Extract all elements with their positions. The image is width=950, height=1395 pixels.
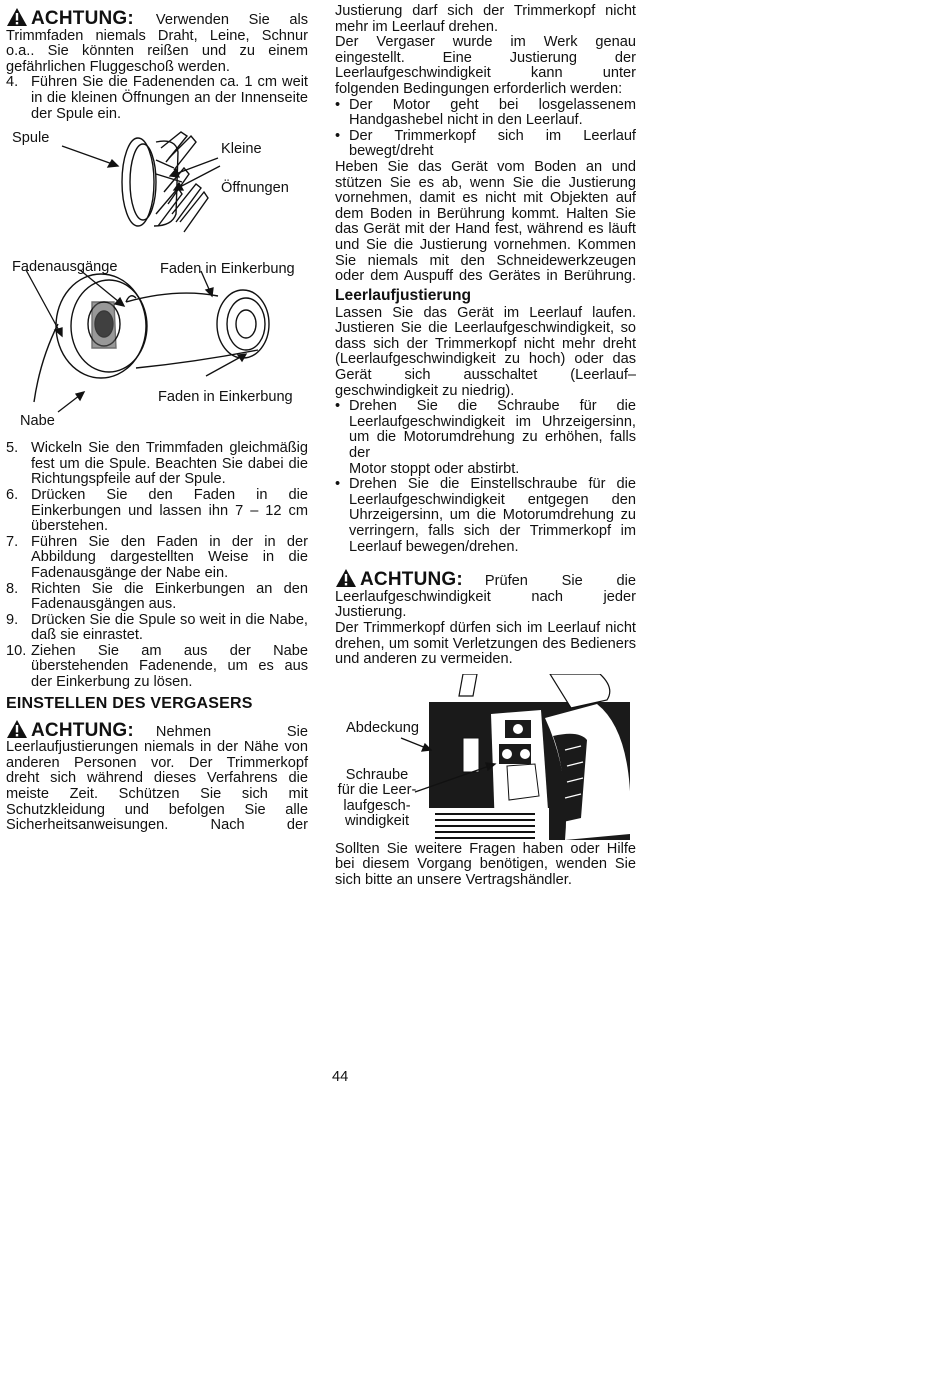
label-abdeckung: Abdeckung <box>346 719 420 736</box>
step-9 <box>6 613 308 644</box>
step-number: 6. <box>6 486 19 503</box>
text-line: Leerlaufgeschwindigkeit entgegen den <box>349 491 636 508</box>
bullet-icon: • <box>335 127 341 144</box>
warning-first-line: Prüfen Sie die <box>484 573 636 590</box>
text-line: drehen, um somit Verletzungen des Bedieners <box>335 635 636 652</box>
warning-triangle-icon <box>335 568 357 588</box>
bullet-item <box>335 129 636 160</box>
text-line: Der Motor geht bei losgelassenem <box>349 96 636 113</box>
text-line: Sollten Sie weitere Fragen haben oder Hilfe <box>335 840 636 857</box>
warning-label: ACHTUNG: <box>31 719 134 741</box>
right-column <box>335 4 636 889</box>
label-faden-einkerbung-bottom: Faden in Einkerbung <box>158 389 293 406</box>
text-line: Wickeln Sie den Trimmfaden gleichmäßig <box>31 440 308 457</box>
text-line: Abbildung dargestellten Weise in die <box>31 549 308 566</box>
text-line: geschwindigkeit zu niedrig). <box>335 382 515 399</box>
label-spule: Spule <box>12 130 50 147</box>
text-line: verringern, falls sich der Trimmerkopf im <box>349 523 636 539</box>
text-line: Drehen Sie die Schraube für die <box>349 398 636 415</box>
text-line: Richtungspfeile auf der Spule. <box>31 471 226 488</box>
section-heading: EINSTELLEN DES VERGASERS <box>6 694 253 712</box>
text-line: Fadenausgängen aus. <box>31 596 177 613</box>
label-line: Schraube <box>345 766 409 783</box>
text-line: Lassen Sie das Gerät im Leerlauf laufen. <box>335 304 636 321</box>
text-line: vornehmen, damit es nicht mit Objekten auf <box>335 190 636 207</box>
text-line: Ziehen Sie am aus der Nabe <box>31 642 308 659</box>
step-number: 10. <box>6 642 27 659</box>
text-line: oder dem Auspuff des Gerätes in Berührung. <box>335 268 636 285</box>
text-line: überstehen. <box>31 518 109 535</box>
text-line: daß sie einrastet. <box>31 627 143 644</box>
text-line: meiste Zeit. Schützen Sie sich mit <box>6 786 308 803</box>
bullet-item <box>335 98 636 129</box>
text-line: bewegt/dreht <box>349 143 434 160</box>
warning-label: ACHTUNG: <box>31 8 134 29</box>
text-line: Fadenausgänge der Nabe ein. <box>31 564 229 581</box>
text-line: Drücken Sie die Spule so weit in die Nabe, <box>31 611 308 628</box>
text-line: sich bitte an unsere Vertragshändler. <box>335 871 572 888</box>
text-line: Leerlaufgeschwindigkeit im Uhrzeigersinn, <box>349 413 636 430</box>
text-line: Leerlaufjustierungen niemals in der Nähe von <box>6 739 308 756</box>
text-line: gefährlichen Fluggeschoß werden. <box>6 58 230 75</box>
text-line: der Einkerbung zu lösen. <box>31 674 193 691</box>
bullet-icon: • <box>335 476 341 493</box>
text-line: Sie niemals mit den Schneidewerkzeugen <box>335 252 636 269</box>
label-line: windigkeit <box>344 813 410 830</box>
subsection-heading: Leerlaufjustierung <box>335 286 472 304</box>
label-fadenausgaenge: Fadenausgänge <box>12 259 118 276</box>
text-line: und anderen zu vermeiden. <box>335 651 513 668</box>
figure-carburetor <box>335 674 636 842</box>
text-line: in die kleinen Öffnungen an der Innenseite <box>31 89 308 106</box>
text-line: Justierung darf sich der Trimmerkopf nicht <box>335 3 636 19</box>
text-line: folgenden Bedingungen erforderlich werden: <box>335 80 623 97</box>
figure-hub <box>6 252 308 441</box>
warning-block-vergaser <box>6 716 308 834</box>
step-5 <box>6 441 308 488</box>
text-line: Handgashebel nicht in den Leerlauf. <box>349 112 583 129</box>
text-line: dass sich der Trimmerkopf nicht mehr dreht <box>335 335 636 352</box>
text-line: mehr im Leerlauf drehen. <box>335 18 499 35</box>
text-line: Leerlauf bewegen/drehen. <box>349 538 519 555</box>
text-line: fest um die Spule. Beachten Sie dabei die <box>31 455 308 472</box>
step-number: 4. <box>6 74 19 91</box>
text-line: Uhrzeigersinn, um die Motorumdrehung zu <box>349 507 636 524</box>
label-nabe: Nabe <box>20 413 55 430</box>
text-line: Führen Sie die Fadenenden ca. 1 cm weit <box>31 74 308 91</box>
step-6 <box>6 488 308 535</box>
left-column <box>6 4 308 834</box>
text-line: überstehenden Fadenende, um es aus <box>31 658 308 675</box>
text-line: Der Trimmerkopf dürfen sich im Leerlauf nicht <box>335 619 636 636</box>
paragraph <box>335 306 636 400</box>
text-line: anderen Personen vor. Der Trimmerkopf <box>6 754 308 771</box>
text-line: o.a.. Sie könnten reißen und zu einem <box>6 43 308 60</box>
text-line: Leerlaufgeschwindigkeit kann unter <box>335 65 636 82</box>
step-number: 7. <box>6 533 19 550</box>
text-line: bei diesem Vorgang benötigen, wenden Sie <box>335 856 636 873</box>
text-line: und Sie die Justierung vornehmen. Kommen <box>335 236 636 253</box>
step-8 <box>6 582 308 613</box>
step-number: 8. <box>6 580 19 597</box>
text-line: Sicherheitsanweisungen. Nach der <box>6 817 308 834</box>
paragraph <box>335 842 636 889</box>
text-line: (Leerlaufgeschwindigkeit zu hoch) oder das <box>335 351 636 368</box>
text-line: Der Trimmerkopf sich im Leerlauf <box>349 127 636 144</box>
text-line: Der Vergaser wurde im Werk genau <box>335 34 636 51</box>
bullet-item <box>335 399 636 477</box>
text-line: Einkerbungen und lassen ihn 7 – 12 cm <box>31 502 308 519</box>
text-line: dreht sich während dieses Verfahrens die <box>6 770 308 787</box>
warning-triangle-icon <box>6 719 28 739</box>
text-line: Gerät sich ausschaltet (Leerlauf– <box>335 367 636 384</box>
warning-first-line: Nehmen Sie <box>155 723 308 740</box>
warning-block-leerlauf <box>335 565 636 668</box>
step-4 <box>6 75 308 122</box>
label-schraube <box>335 768 419 830</box>
text-line: Motor stoppt oder abstirbt. <box>349 460 520 477</box>
text-line: Drücken Sie den Faden in die <box>31 486 308 503</box>
text-line: dem Boden in Berührung kommt. Halten Sie <box>335 205 636 222</box>
warning-first-line: Verwenden Sie als <box>155 12 308 28</box>
paragraph <box>335 4 636 35</box>
text-line: Justieren Sie die Leerlaufgeschwindigkeit, so <box>335 320 636 337</box>
text-line: Drehen Sie die Einstellschraube für die <box>349 476 636 493</box>
bullet-icon: • <box>335 96 341 113</box>
warning-triangle-icon <box>6 7 28 27</box>
warning-block-thread <box>6 4 308 75</box>
label-oeffnungen: Öffnungen <box>221 180 289 197</box>
figure-spool <box>6 122 308 252</box>
text-line: Heben Sie das Gerät vom Boden an und <box>335 158 636 175</box>
bullet-item <box>335 477 636 555</box>
step-number: 5. <box>6 440 19 457</box>
paragraph <box>335 160 636 285</box>
text-line: eingestellt. Eine Justierung der <box>335 49 636 66</box>
text-line: Leerlaufgeschwindigkeit nach jeder Justierung. <box>335 588 636 621</box>
step-7 <box>6 535 308 582</box>
text-line: Schutzkleidung und befolgen Sie alle <box>6 801 308 818</box>
text-line: der Spule ein. <box>31 105 122 122</box>
step-10 <box>6 644 308 691</box>
step-number: 9. <box>6 611 19 628</box>
text-line: stützen Sie es ab, wenn Sie die Justierung <box>335 174 636 191</box>
paragraph <box>335 35 636 97</box>
warning-label: ACHTUNG: <box>360 569 463 591</box>
text-line: Trimmfaden niemals Draht, Leine, Schnur <box>6 27 308 44</box>
label-line: für die Leer- <box>337 782 417 799</box>
label-line: laufgesch- <box>343 797 411 814</box>
text-line: Führen Sie den Faden in der in der <box>31 533 308 550</box>
text-line: das Gerät mit der Hand fest, während es läuft <box>335 221 636 238</box>
label-kleine: Kleine <box>221 141 262 158</box>
page-number: 44 <box>332 1069 349 1085</box>
bullet-icon: • <box>335 398 341 415</box>
text-line: um die Motorumdrehung zu erhöhen, falls der <box>349 429 636 462</box>
text-line: Richten Sie die Einkerbungen an den <box>31 580 308 597</box>
label-faden-einkerbung-top: Faden in Einkerbung <box>160 261 295 278</box>
